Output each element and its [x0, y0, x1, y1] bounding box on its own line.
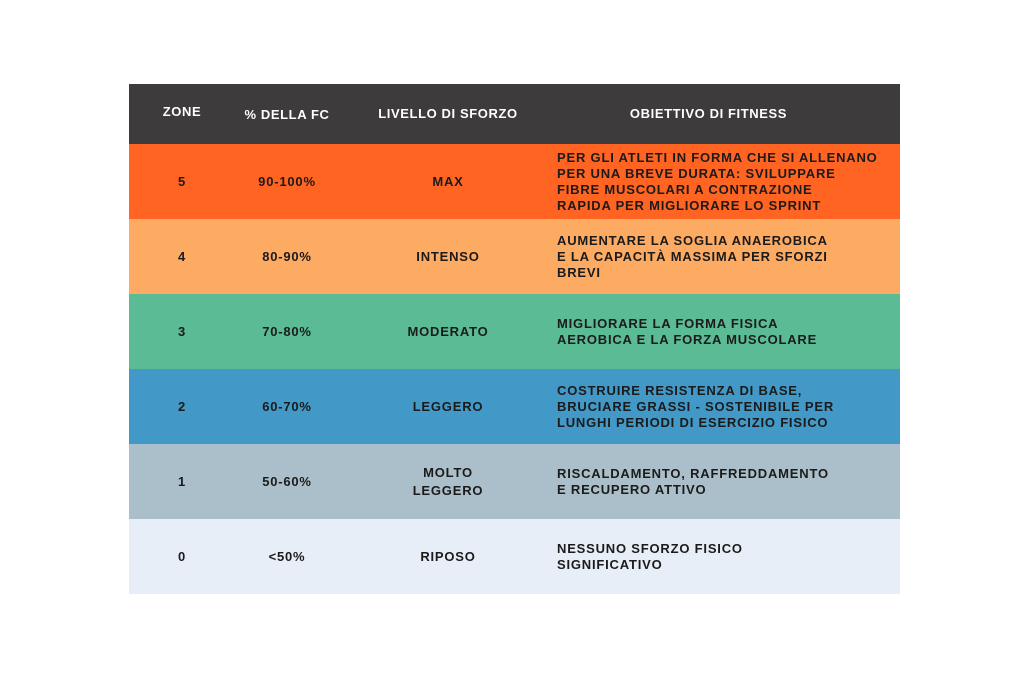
- hr-percent-cell: 70-80%: [262, 324, 312, 339]
- table-row: [129, 519, 900, 594]
- table-row: [129, 294, 900, 369]
- goal-cell: [557, 150, 900, 214]
- table-row: [129, 369, 900, 444]
- goal-line: NESSUNO SFORZO FISICO: [557, 540, 743, 556]
- table-header: [129, 84, 900, 144]
- effort-cell: [339, 398, 557, 416]
- goal-cell: [557, 466, 900, 498]
- table-body: [129, 144, 900, 594]
- zone-cell: 4: [177, 249, 187, 264]
- goal-line: LUNGHI PERIODI DI ESERCIZIO FISICO: [557, 414, 829, 430]
- effort-line: MODERATO: [407, 323, 489, 339]
- effort-line: INTENSO: [416, 248, 480, 264]
- hr-percent-cell: 90-100%: [258, 174, 316, 189]
- goal-line: PER UNA BREVE DURATA: SVILUPPARE: [557, 165, 836, 181]
- table-row: [129, 144, 900, 219]
- goal-line: COSTRUIRE RESISTENZA DI BASE,: [557, 382, 803, 398]
- effort-cell: [339, 248, 557, 266]
- goal-line: PER GLI ATLETI IN FORMA CHE SI ALLENANO: [557, 149, 878, 165]
- effort-line: LEGGERO: [412, 398, 484, 414]
- effort-line: MOLTO: [423, 464, 473, 480]
- table-row: [129, 444, 900, 519]
- goal-line: AUMENTARE LA SOGLIA ANAEROBICA: [557, 232, 828, 248]
- goal-cell: [557, 383, 900, 431]
- goal-line: MIGLIORARE LA FORMA FISICA: [557, 315, 779, 331]
- hr-percent-cell: 60-70%: [262, 399, 312, 414]
- zone-cell: 3: [177, 324, 187, 339]
- header-effort: LIVELLO DI SFORZO: [378, 106, 518, 121]
- effort-line: RIPOSO: [420, 548, 476, 564]
- zone-cell: 0: [177, 549, 187, 564]
- hr-percent-cell: <50%: [268, 549, 306, 564]
- effort-cell: [339, 323, 557, 341]
- goal-cell: [557, 541, 900, 573]
- header-goal: OBIETTIVO DI FITNESS: [629, 106, 788, 121]
- effort-line: LEGGERO: [412, 482, 484, 498]
- goal-line: E LA CAPACITÀ MASSIMA PER SFORZI: [557, 248, 828, 264]
- effort-cell: [339, 173, 557, 191]
- table-row: [129, 219, 900, 294]
- header-hr-percent: % DELLA FC: [244, 106, 330, 122]
- heart-rate-zones-table: [129, 84, 900, 594]
- goal-cell: [557, 233, 900, 281]
- goal-line: BRUCIARE GRASSI - SOSTENIBILE PER: [557, 398, 835, 414]
- hr-percent-cell: 80-90%: [262, 249, 312, 264]
- hr-percent-cell: 50-60%: [262, 474, 312, 489]
- effort-cell: [339, 548, 557, 566]
- goal-line: AEROBICA E LA FORZA MUSCOLARE: [557, 331, 818, 347]
- goal-line: RAPIDA PER MIGLIORARE LO SPRINT: [557, 197, 822, 213]
- goal-line: RISCALDAMENTO, RAFFREDDAMENTO: [557, 465, 829, 481]
- zone-cell: 5: [177, 174, 187, 189]
- goal-line: FIBRE MUSCOLARI A CONTRAZIONE: [557, 181, 813, 197]
- effort-cell: [339, 464, 557, 500]
- zone-cell: 2: [177, 399, 187, 414]
- header-zone: ZONE: [162, 103, 202, 119]
- goal-line: E RECUPERO ATTIVO: [557, 481, 707, 497]
- goal-cell: [557, 316, 900, 348]
- zone-cell: 1: [177, 474, 187, 489]
- effort-line: MAX: [432, 173, 464, 189]
- goal-line: SIGNIFICATIVO: [557, 556, 663, 572]
- goal-line: BREVI: [557, 264, 601, 280]
